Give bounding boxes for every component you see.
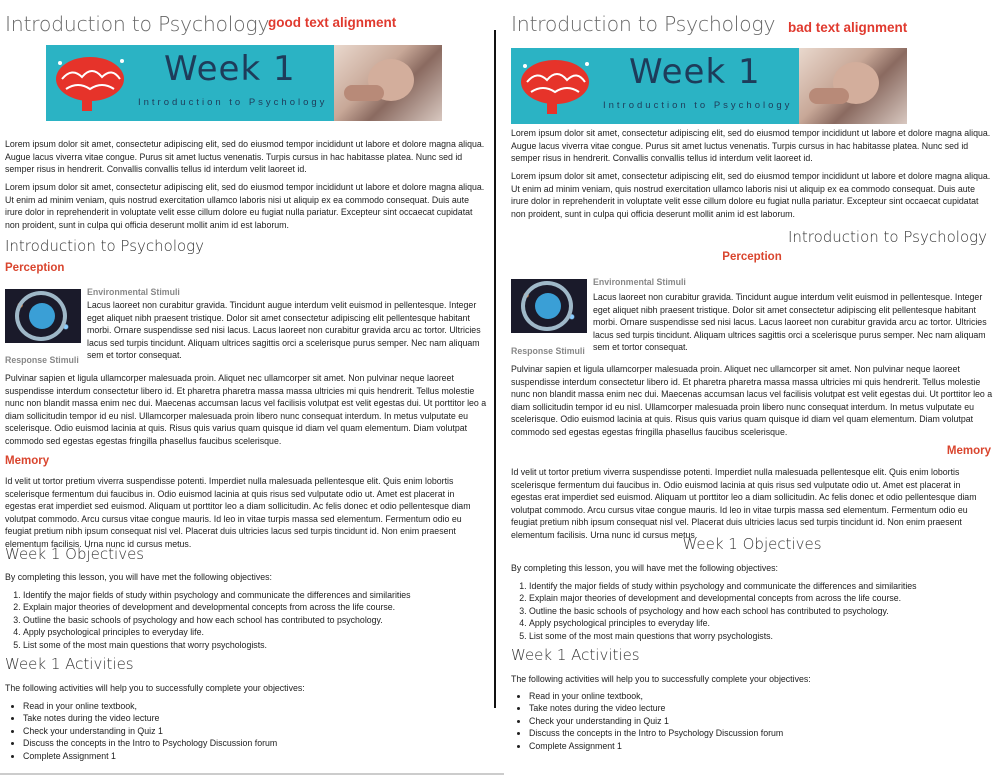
activities-list bbox=[511, 690, 993, 752]
activity-item: • Discuss the concepts in the Intro to Psychology Discussion forum bbox=[23, 737, 487, 749]
objectives-intro: By completing this lesson, you will have met the following objectives: bbox=[511, 563, 778, 573]
objective-item: 1. Identify the major fields of study within psychology and communicate the differences and similarities bbox=[23, 589, 487, 601]
perception-heading: Perception bbox=[5, 262, 65, 274]
activity-item: • Read in your online textbook, bbox=[529, 690, 993, 702]
week-banner bbox=[46, 45, 442, 121]
activity-item: • Complete Assignment 1 bbox=[529, 740, 993, 752]
environmental-stimuli-text: Lacus laoreet non curabitur gravida. Tincidunt augue interdum velit euismod in pellentesque. Integer eget aliquet nibh praesent tristique. Dolor sit amet consectetur adipiscing elit pellentesque habitant morbi. Ornare suspendisse sed nisi lacus. Lacus laoreet non curabitur gravida arcu ac tortor. Ultricies lacus sed turpis tincidunt. Aliquam ultrices sagittis orci a scelerisque purus semper. Nec nam aliquam sem et tortor consequat. bbox=[593, 292, 987, 352]
perception-heading: Perception bbox=[722, 251, 782, 263]
memory-heading: Memory bbox=[5, 455, 50, 467]
bottom-rule bbox=[0, 773, 504, 775]
activities-intro: The following activities will help you to successfully complete your objectives: bbox=[5, 683, 305, 693]
objective-item: 1. Identify the major fields of study within psychology and communicate the differences and similarities bbox=[529, 580, 993, 592]
bad-alignment-tag: bad text alignment bbox=[788, 20, 908, 35]
objectives-list bbox=[5, 589, 487, 651]
environmental-stimuli-heading: Environmental Stimuli bbox=[593, 277, 686, 287]
clock-brain-image bbox=[5, 289, 81, 343]
brain-icon bbox=[517, 56, 593, 116]
activities-intro: The following activities will help you to successfully complete your objectives: bbox=[511, 674, 811, 684]
environmental-stimuli-text: Lacus laoreet non curabitur gravida. Tincidunt augue interdum velit euismod in pellentesque. Integer eget aliquet nibh praesent tristique. Dolor sit amet consectetur adipiscing elit pellentesque habitant morbi. Ornare suspendisse sed nisi lacus. Lacus laoreet non curabitur gravida arcu ac tortor. Ultricies lacus sed turpis tincidunt. Aliquam ultrices sagittis orci a scelerisque purus semper. Nec nam aliquam sem et tortor consequat. bbox=[87, 300, 481, 360]
objective-item: 3. Outline the basic schools of psychology and how each school has contributed to psychology. bbox=[23, 614, 487, 626]
activity-item: • Complete Assignment 1 bbox=[23, 750, 487, 762]
page-title: Introduction to Psychology bbox=[511, 12, 776, 36]
good-alignment-tag: good text alignment bbox=[268, 15, 397, 30]
objective-item: 5. List some of the most main questions that worry psychologists. bbox=[23, 639, 487, 651]
activity-item: • Discuss the concepts in the Intro to Psychology Discussion forum bbox=[529, 727, 993, 739]
environmental-stimuli-heading: Environmental Stimuli bbox=[87, 287, 180, 297]
banner-week: Week 1 bbox=[629, 52, 761, 92]
activity-item: • Check your understanding in Quiz 1 bbox=[529, 715, 993, 727]
section-title: Introduction to Psychology bbox=[787, 228, 987, 246]
response-stimuli-heading: Response Stimuli bbox=[5, 355, 79, 365]
objective-item: 2. Explain major theories of development and developmental concepts from across the life course. bbox=[529, 592, 993, 604]
activity-item: • Check your understanding in Quiz 1 bbox=[23, 725, 487, 737]
objectives-list bbox=[511, 580, 993, 642]
activity-item: • Take notes during the video lecture bbox=[529, 702, 993, 714]
intro-paragraph-2: Lorem ipsum dolor sit amet, consectetur adipiscing elit, sed do eiusmod tempor incididunt ut labore et dolore magna aliqua. Ut enim ad minim veniam, quis nostrud exercitation ullamco laboris nisi ut aliquip ex ea commodo consequat. Duis aute irure dolor in reprehenderit in voluptate velit esse cillum dolore eu fugiat nulla pariatur. Excepteur sint occaecat cupidatat non proident, sunt in culpa qui officia deserunt mollit anim id est laborum. bbox=[5, 182, 485, 230]
page-title: Introduction to Psychology bbox=[5, 12, 270, 36]
week-banner bbox=[511, 48, 907, 124]
response-stimuli-text: Pulvinar sapien et ligula ullamcorper malesuada proin. Aliquet nec ullamcorper sit amet. Non pulvinar neque laoreet suspendisse interdum consectetur libero id. Et pharetra pharetra massa massa ultricies mi quis hendrerit. Tellus molestie nunc non blandit massa enim nec dui. Maecenas accumsan lacus vel facilisis volutpat est velit egestas dui. Ut porttitor leo a diam sollicitudin tempor id eu nisl. Ullamcorper malesuada proin libero nunc consequat interdum. In metus vulputate eu scelerisque. Odio euismod lacinia at quis. Risus quis varius quam quisque id diam vel quam elementum. Diam volutpat commodo sed egestas egestas fringilla phasellus faucibus scelerisque. bbox=[511, 364, 993, 437]
banner-photo bbox=[799, 48, 907, 124]
objectives-heading: Week 1 Objectives bbox=[682, 535, 822, 553]
intro-paragraph-1: Lorem ipsum dolor sit amet, consectetur adipiscing elit, sed do eiusmod tempor incididunt ut labore et dolore magna aliqua. Augue lacus viverra vitae congue. Purus sit amet luctus venenatis. Turpis cursus in hac habitasse platea. Nunc sed id semper risus in hendrerit. Convallis convallis tellus id interdum velit laoreet id. bbox=[511, 128, 991, 163]
banner-photo bbox=[334, 45, 442, 121]
banner-week: Week 1 bbox=[164, 49, 296, 89]
objectives-heading: Week 1 Objectives bbox=[5, 545, 145, 563]
objective-item: 2. Explain major theories of development and developmental concepts from across the life course. bbox=[23, 601, 487, 613]
memory-text: Id velit ut tortor pretium viverra suspendisse potenti. Imperdiet nulla malesuada pellentesque elit. Quis enim lobortis scelerisque fermentum dui faucibus in. Odio euismod lacinia at quis risus sed vulputate odio ut. Amet est placerat in egestas erat imperdiet sed euismod. Aliquam ut porttitor leo a diam sollicitudin. Ac felis donec et odio pellentesque diam volutpat commodo. Arcu cursus vitae congue mauris. Id leo in vitae turpis massa sed elementum. Fermentum odio eu feugiat pretium nibh ipsum consequat nisl vel. Placerat duis ultricies lacus sed turpis tincidunt id. Non enim praesent elementum facilisis. Urna nunc id cursus metus. bbox=[5, 476, 471, 549]
intro-paragraph-2: Lorem ipsum dolor sit amet, consectetur adipiscing elit, sed do eiusmod tempor incididunt ut labore et dolore magna aliqua. Ut enim ad minim veniam, quis nostrud exercitation ullamco laboris nisi ut aliquip ex ea commodo consequat. Duis aute irure dolor in reprehenderit in voluptate velit esse cillum dolore eu fugiat nulla pariatur. Excepteur sint occaecat cupidatat non proident, sunt in culpa qui officia deserunt mollit anim id est laborum. bbox=[511, 171, 991, 219]
memory-text: Id velit ut tortor pretium viverra suspendisse potenti. Imperdiet nulla malesuada pellentesque elit. Quis enim lobortis scelerisque fermentum dui faucibus in. Odio euismod lacinia at quis risus sed vulputate odio ut. Amet est placerat in egestas erat imperdiet sed euismod. Aliquam ut porttitor leo a diam sollicitudin. Ac felis donec et odio pellentesque diam volutpat commodo. Arcu cursus vitae congue mauris. Id leo in vitae turpis massa sed elementum. Fermentum odio eu feugiat pretium nibh ipsum consequat nisl vel. Placerat duis ultricies lacus sed turpis tincidunt id. Non enim praesent elementum facilisis. Urna nunc id cursus metus. bbox=[511, 467, 977, 540]
activities-heading: Week 1 Activities bbox=[511, 646, 640, 664]
objective-item: 4. Apply psychological principles to everyday life. bbox=[529, 617, 993, 629]
activities-heading: Week 1 Activities bbox=[5, 655, 134, 673]
objectives-intro: By completing this lesson, you will have met the following objectives: bbox=[5, 572, 272, 582]
column-divider bbox=[494, 30, 496, 708]
response-stimuli-heading: Response Stimuli bbox=[511, 346, 585, 356]
activity-item: • Read in your online textbook, bbox=[23, 700, 487, 712]
memory-heading: Memory bbox=[946, 445, 991, 457]
activity-item: • Take notes during the video lecture bbox=[23, 712, 487, 724]
banner-subtitle: Introduction to Psychology bbox=[603, 100, 793, 111]
objective-item: 4. Apply psychological principles to everyday life. bbox=[23, 626, 487, 638]
intro-paragraph-1: Lorem ipsum dolor sit amet, consectetur adipiscing elit, sed do eiusmod tempor incididunt ut labore et dolore magna aliqua. Augue lacus viverra vitae congue. Purus sit amet luctus venenatis. Turpis cursus in hac habitasse platea. Nunc sed id semper risus in hendrerit. Convallis convallis tellus id interdum velit laoreet id. bbox=[5, 139, 485, 174]
response-stimuli-text: Pulvinar sapien et ligula ullamcorper malesuada proin. Aliquet nec ullamcorper sit amet. Non pulvinar neque laoreet suspendisse interdum consectetur libero id. Et pharetra pharetra massa massa ultricies mi quis hendrerit. Tellus molestie nunc non blandit massa enim nec dui. Maecenas accumsan lacus vel facilisis volutpat est velit egestas dui. Ut porttitor leo a diam sollicitudin tempor id eu nisl. Ullamcorper malesuada proin libero nunc consequat interdum. In metus vulputate eu scelerisque. Odio euismod lacinia at quis. Risus quis varius quam quisque id diam vel quam elementum. Diam volutpat commodo sed egestas egestas fringilla phasellus faucibus scelerisque. bbox=[5, 373, 487, 446]
banner-subtitle: Introduction to Psychology bbox=[138, 97, 328, 108]
clock-brain-image bbox=[511, 279, 587, 333]
brain-icon bbox=[52, 53, 128, 113]
activities-list bbox=[5, 700, 487, 762]
objective-item: 3. Outline the basic schools of psychology and how each school has contributed to psychology. bbox=[529, 605, 993, 617]
section-title: Introduction to Psychology bbox=[5, 237, 205, 255]
objective-item: 5. List some of the most main questions that worry psychologists. bbox=[529, 630, 993, 642]
